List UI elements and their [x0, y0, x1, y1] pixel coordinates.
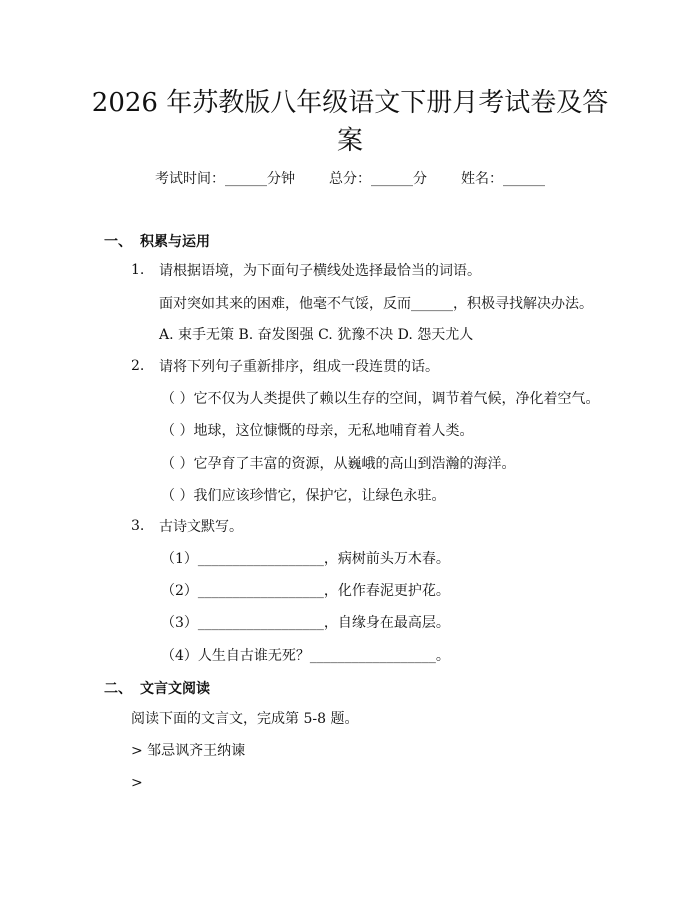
section-title: 文言文阅读	[140, 681, 210, 697]
question-prompt: 请根据语境，为下面句子横线处选择最恰当的词语。	[159, 263, 481, 279]
question-prompt: 古诗文默写。	[159, 519, 243, 535]
section-title: 积累与运用	[140, 234, 210, 250]
section-number: 二、	[104, 681, 132, 697]
ordering-item: （ ）我们应该珍惜它，保护它，让绿色永驻。	[161, 488, 446, 504]
section-heading-1	[104, 231, 210, 251]
ordering-item: （ ）地球，这位慷慨的母亲，无私地哺育着人类。	[161, 423, 474, 439]
section-heading-2	[104, 678, 210, 698]
reading-quote-empty: >	[131, 775, 143, 791]
question-options: A. 束手无策 B. 奋发图强 C. 犹豫不决 D. 怨天尤人	[159, 327, 474, 343]
ordering-item: （ ）它孕育了丰富的资源，从巍峨的高山到浩瀚的海洋。	[161, 456, 516, 472]
question-number: 1.	[131, 262, 145, 278]
poem-fill-item: （4）人生自古谁无死？__________________。	[161, 648, 450, 664]
exam-title: 2026 年苏教版八年级语文下册月考试卷及答	[91, 88, 609, 118]
ordering-item: （ ）它不仅为人类提供了赖以生存的空间，调节着气候，净化着空气。	[161, 391, 600, 407]
question-prompt: 请将下列句子重新排序，组成一段连贯的话。	[159, 359, 439, 375]
exam-meta	[0, 168, 700, 188]
exam-time-field: 考试时间：______分钟	[155, 171, 295, 187]
reading-quote-title: > 邹忌讽齐王纳谏	[131, 743, 246, 759]
poem-fill-item: （3）__________________，自缘身在最高层。	[161, 615, 450, 631]
reading-intro: 阅读下面的文言文，完成第 5-8 题。	[131, 711, 359, 727]
section-number: 一、	[104, 234, 132, 250]
poem-fill-item: （2）__________________，化作春泥更护花。	[161, 583, 450, 599]
question-sentence: 面对突如其来的困难，他毫不气馁，反而______，积极寻找解决办法。	[159, 296, 593, 312]
exam-title-continued: 案	[336, 126, 363, 156]
poem-fill-item: （1）__________________，病树前头万木春。	[161, 551, 450, 567]
question-number: 3.	[131, 518, 145, 534]
name-field: 姓名：______	[461, 171, 545, 187]
question-number: 2.	[131, 358, 145, 374]
total-score-field: 总分：______分	[329, 171, 427, 187]
